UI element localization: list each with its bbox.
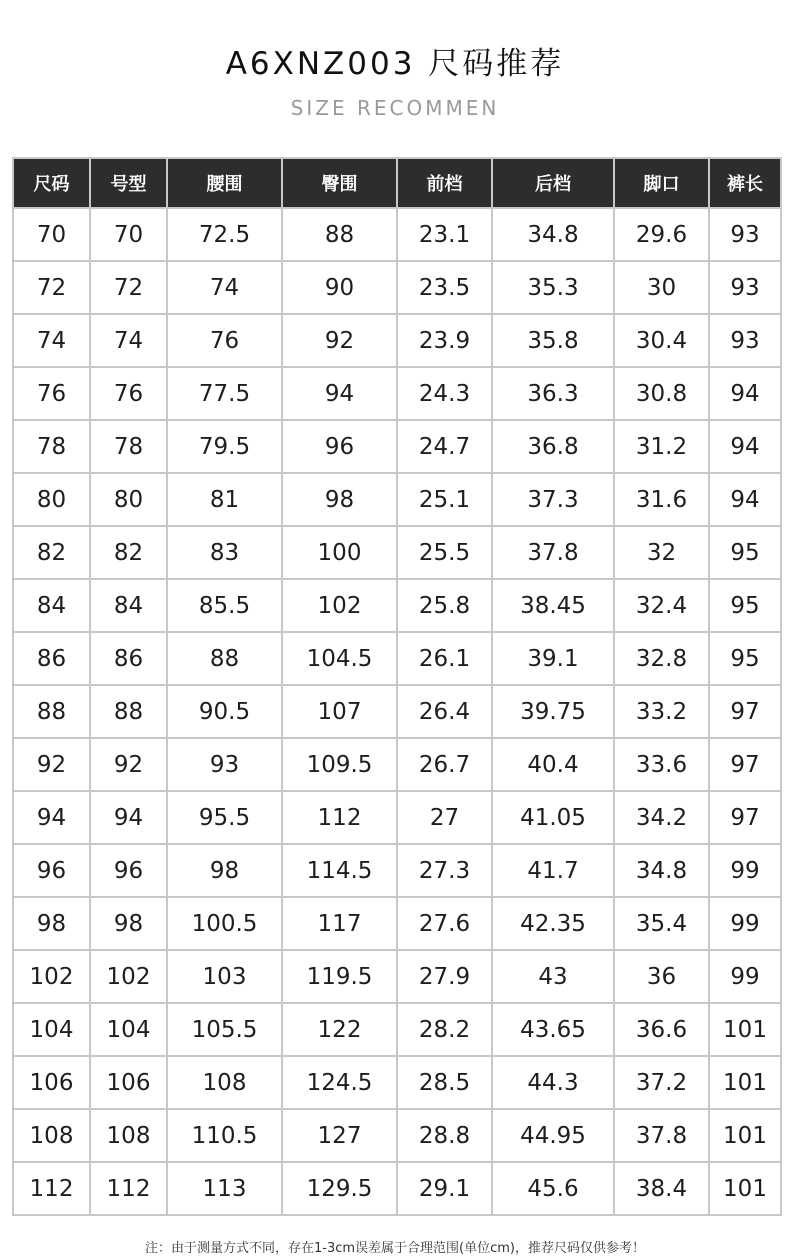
table-cell: 33.6: [614, 738, 709, 791]
table-cell: 24.7: [397, 420, 492, 473]
table-cell: 40.4: [492, 738, 614, 791]
table-cell: 112: [90, 1162, 167, 1215]
table-cell: 74: [167, 261, 282, 314]
table-cell: 88: [167, 632, 282, 685]
table-cell: 102: [90, 950, 167, 1003]
page-title: A6XNZ003 尺码推荐: [225, 46, 565, 82]
table-cell: 112: [13, 1162, 90, 1215]
header-hip: 臀围: [282, 158, 397, 208]
table-cell: 70: [90, 208, 167, 261]
table-cell: 31.6: [614, 473, 709, 526]
table-cell: 78: [90, 420, 167, 473]
table-cell: 37.8: [492, 526, 614, 579]
table-cell: 108: [167, 1056, 282, 1109]
table-cell: 45.6: [492, 1162, 614, 1215]
table-cell: 94: [709, 473, 781, 526]
table-row: [13, 420, 781, 473]
table-cell: 39.1: [492, 632, 614, 685]
table-row: [13, 685, 781, 738]
table-row: [13, 314, 781, 367]
table-cell: 70: [13, 208, 90, 261]
table-cell: 103: [167, 950, 282, 1003]
table-cell: 26.4: [397, 685, 492, 738]
table-cell: 81: [167, 473, 282, 526]
table-cell: 38.45: [492, 579, 614, 632]
table-row: [13, 791, 781, 844]
table-cell: 93: [709, 314, 781, 367]
table-cell: 112: [282, 791, 397, 844]
table-cell: 27: [397, 791, 492, 844]
table-row: [13, 579, 781, 632]
table-cell: 34.2: [614, 791, 709, 844]
table-cell: 30: [614, 261, 709, 314]
table-row: [13, 473, 781, 526]
table-cell: 94: [13, 791, 90, 844]
table-cell: 30.8: [614, 367, 709, 420]
table-cell: 106: [90, 1056, 167, 1109]
table-cell: 94: [90, 791, 167, 844]
table-cell: 102: [13, 950, 90, 1003]
table-cell: 83: [167, 526, 282, 579]
table-cell: 26.1: [397, 632, 492, 685]
table-cell: 93: [167, 738, 282, 791]
table-cell: 28.5: [397, 1056, 492, 1109]
table-cell: 92: [13, 738, 90, 791]
table-cell: 80: [90, 473, 167, 526]
table-cell: 104.5: [282, 632, 397, 685]
table-cell: 99: [709, 950, 781, 1003]
table-cell: 33.2: [614, 685, 709, 738]
table-cell: 32: [614, 526, 709, 579]
table-cell: 98: [13, 897, 90, 950]
table-cell: 114.5: [282, 844, 397, 897]
table-row: [13, 1109, 781, 1162]
table-cell: 88: [90, 685, 167, 738]
table-row: [13, 526, 781, 579]
table-cell: 32.8: [614, 632, 709, 685]
table-cell: 86: [13, 632, 90, 685]
header-back-rise: 后档: [492, 158, 614, 208]
table-cell: 93: [709, 261, 781, 314]
table-cell: 29.1: [397, 1162, 492, 1215]
table-cell: 44.3: [492, 1056, 614, 1109]
table-cell: 88: [282, 208, 397, 261]
header-model: 号型: [90, 158, 167, 208]
table-row: [13, 738, 781, 791]
table-cell: 36.8: [492, 420, 614, 473]
table-cell: 90.5: [167, 685, 282, 738]
table-cell: 92: [90, 738, 167, 791]
table-cell: 119.5: [282, 950, 397, 1003]
header-length: 裤长: [709, 158, 781, 208]
table-cell: 34.8: [614, 844, 709, 897]
table-cell: 100: [282, 526, 397, 579]
table-cell: 93: [709, 208, 781, 261]
table-cell: 80: [13, 473, 90, 526]
table-cell: 36.3: [492, 367, 614, 420]
table-cell: 97: [709, 738, 781, 791]
table-cell: 32.4: [614, 579, 709, 632]
table-row: [13, 632, 781, 685]
table-cell: 108: [13, 1109, 90, 1162]
table-cell: 85.5: [167, 579, 282, 632]
table-cell: 25.1: [397, 473, 492, 526]
table-cell: 34.8: [492, 208, 614, 261]
table-cell: 84: [13, 579, 90, 632]
table-cell: 98: [167, 844, 282, 897]
header-size: 尺码: [13, 158, 90, 208]
table-cell: 35.4: [614, 897, 709, 950]
table-cell: 104: [90, 1003, 167, 1056]
table-row: [13, 1162, 781, 1215]
table-cell: 97: [709, 685, 781, 738]
table-cell: 27.3: [397, 844, 492, 897]
table-cell: 35.3: [492, 261, 614, 314]
header-waist: 腰围: [167, 158, 282, 208]
table-cell: 88: [13, 685, 90, 738]
table-row: [13, 208, 781, 261]
table-cell: 95: [709, 526, 781, 579]
table-cell: 99: [709, 897, 781, 950]
table-cell: 124.5: [282, 1056, 397, 1109]
table-cell: 30.4: [614, 314, 709, 367]
table-cell: 26.7: [397, 738, 492, 791]
table-cell: 29.6: [614, 208, 709, 261]
table-cell: 113: [167, 1162, 282, 1215]
table-cell: 82: [90, 526, 167, 579]
table-row: [13, 261, 781, 314]
table-cell: 27.6: [397, 897, 492, 950]
table-cell: 72: [90, 261, 167, 314]
table-cell: 43.65: [492, 1003, 614, 1056]
table-cell: 43: [492, 950, 614, 1003]
table-cell: 117: [282, 897, 397, 950]
table-body: [13, 208, 781, 1215]
table-cell: 122: [282, 1003, 397, 1056]
table-cell: 23.9: [397, 314, 492, 367]
table-cell: 107: [282, 685, 397, 738]
table-cell: 96: [90, 844, 167, 897]
table-cell: 28.8: [397, 1109, 492, 1162]
header-front-rise: 前档: [397, 158, 492, 208]
table-cell: 95: [709, 579, 781, 632]
table-row: [13, 844, 781, 897]
table-row: [13, 950, 781, 1003]
table-cell: 127: [282, 1109, 397, 1162]
table-cell: 95.5: [167, 791, 282, 844]
table-cell: 44.95: [492, 1109, 614, 1162]
table-cell: 76: [90, 367, 167, 420]
table-cell: 98: [90, 897, 167, 950]
table-cell: 90: [282, 261, 397, 314]
table-cell: 76: [167, 314, 282, 367]
table-cell: 35.8: [492, 314, 614, 367]
table-cell: 28.2: [397, 1003, 492, 1056]
table-cell: 97: [709, 791, 781, 844]
table-cell: 37.2: [614, 1056, 709, 1109]
table-cell: 94: [709, 367, 781, 420]
table-cell: 96: [13, 844, 90, 897]
table-cell: 94: [709, 420, 781, 473]
table-cell: 24.3: [397, 367, 492, 420]
table-header-row: [13, 158, 781, 208]
table-cell: 96: [282, 420, 397, 473]
table-cell: 94: [282, 367, 397, 420]
table-cell: 101: [709, 1109, 781, 1162]
table-cell: 72.5: [167, 208, 282, 261]
table-cell: 86: [90, 632, 167, 685]
table-cell: 25.5: [397, 526, 492, 579]
header-leg-opening: 脚口: [614, 158, 709, 208]
table-cell: 129.5: [282, 1162, 397, 1215]
table-cell: 101: [709, 1162, 781, 1215]
table-cell: 74: [90, 314, 167, 367]
table-cell: 25.8: [397, 579, 492, 632]
table-cell: 108: [90, 1109, 167, 1162]
table-cell: 104: [13, 1003, 90, 1056]
table-cell: 99: [709, 844, 781, 897]
table-cell: 41.7: [492, 844, 614, 897]
table-row: [13, 367, 781, 420]
page-subtitle: SIZE RECOMMEN: [290, 96, 500, 120]
table-cell: 41.05: [492, 791, 614, 844]
table-cell: 95: [709, 632, 781, 685]
table-cell: 109.5: [282, 738, 397, 791]
table-cell: 105.5: [167, 1003, 282, 1056]
table-cell: 102: [282, 579, 397, 632]
table-cell: 98: [282, 473, 397, 526]
table-cell: 101: [709, 1056, 781, 1109]
table-cell: 36.6: [614, 1003, 709, 1056]
table-row: [13, 1056, 781, 1109]
table-cell: 23.1: [397, 208, 492, 261]
table-cell: 106: [13, 1056, 90, 1109]
table-cell: 38.4: [614, 1162, 709, 1215]
size-table: [12, 157, 782, 1216]
table-cell: 27.9: [397, 950, 492, 1003]
table-cell: 74: [13, 314, 90, 367]
table-row: [13, 1003, 781, 1056]
table-cell: 77.5: [167, 367, 282, 420]
table-cell: 76: [13, 367, 90, 420]
table-cell: 82: [13, 526, 90, 579]
table-cell: 100.5: [167, 897, 282, 950]
table-cell: 84: [90, 579, 167, 632]
table-cell: 79.5: [167, 420, 282, 473]
table-cell: 36: [614, 950, 709, 1003]
table-cell: 23.5: [397, 261, 492, 314]
table-cell: 39.75: [492, 685, 614, 738]
table-cell: 78: [13, 420, 90, 473]
table-cell: 42.35: [492, 897, 614, 950]
table-cell: 37.8: [614, 1109, 709, 1162]
table-cell: 110.5: [167, 1109, 282, 1162]
table-cell: 72: [13, 261, 90, 314]
footnote: 注：由于测量方式不同，存在1-3cm误差属于合理范围(单位cm)，推荐尺码仅供参考！: [145, 1241, 645, 1256]
table-cell: 37.3: [492, 473, 614, 526]
table-cell: 101: [709, 1003, 781, 1056]
table-cell: 92: [282, 314, 397, 367]
table-row: [13, 897, 781, 950]
table-cell: 31.2: [614, 420, 709, 473]
